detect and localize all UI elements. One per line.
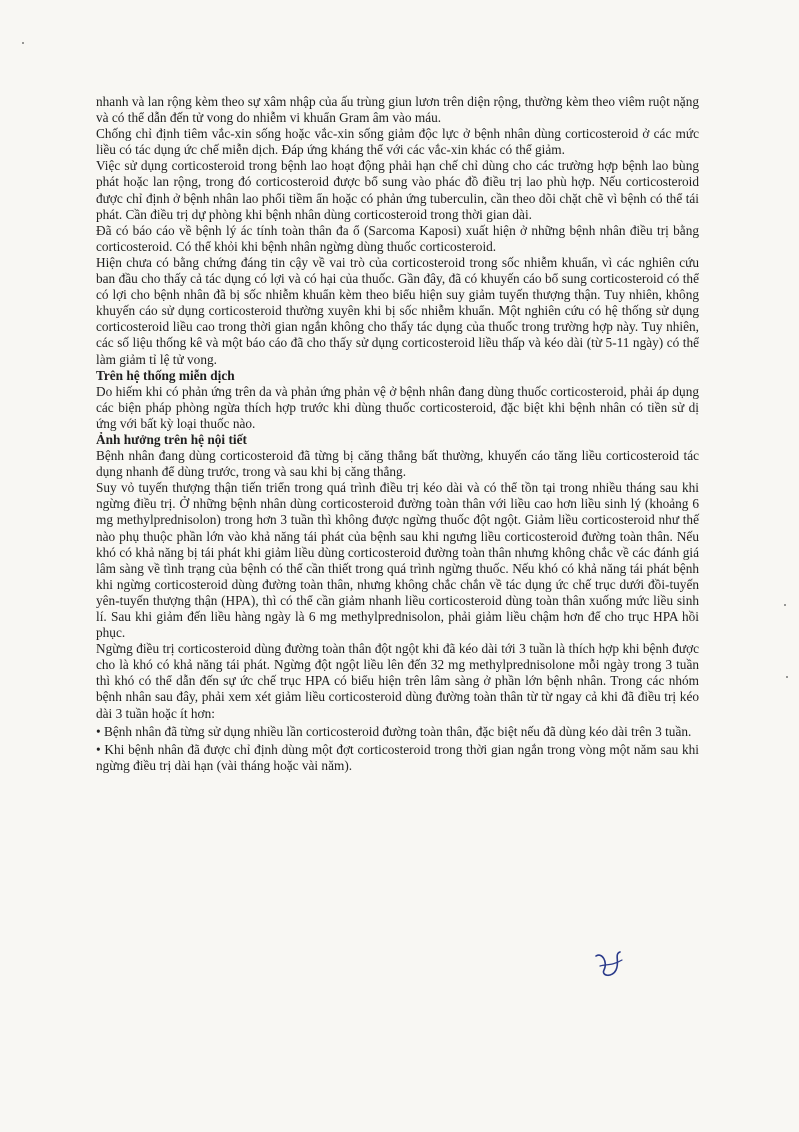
- scan-speck: [784, 604, 786, 606]
- paragraph: Ngừng điều trị corticosteroid dùng đường toàn thân đột ngột khi đã kéo dài tới 3 tuần là thích hợp khi bệnh được cho là khó có khả năng tái phát. Ngừng đột ngột liều lên đến 32 mg methylprednisolone mỗi ngày trong 3 tuần thì khó có thể dẫn đến sự ức chế trục HPA có biểu hiện trên lâm sàng ở phần lớn bệnh nhân. Trong các nhóm bệnh nhân sau đây, phải xem xét giảm liều corticosteroid dùng đường toàn thân từ từ ngay cả khi đã điều trị kéo dài 3 tuần hoặc ít hơn:: [96, 641, 699, 721]
- paragraph: nhanh và lan rộng kèm theo sự xâm nhập của ấu trùng giun lươn trên diện rộng, thường kèm theo viêm ruột nặng và có thể dẫn đến tử vong do nhiễm vi khuẩn Gram âm vào máu.: [96, 94, 699, 126]
- paragraph: Việc sử dụng corticosteroid trong bệnh lao hoạt động phải hạn chế chỉ dùng cho các trường hợp bệnh lao bùng phát hoặc lan rộng, trong đó corticosteroid được bổ sung vào phác đồ điều trị lao phù hợp. Nếu corticosteroid được chỉ định ở bệnh nhân lao phổi tiềm ẩn hoặc có phản ứng tuberculin, cần theo dõi chặt chẽ vì bệnh có thể tái phát. Cần điều trị dự phòng khi bệnh nhân dùng corticosteroid trong thời gian dài.: [96, 158, 699, 222]
- scan-speck: [22, 42, 24, 44]
- paragraph: Chống chỉ định tiêm vắc-xin sống hoặc vắc-xin sống giảm độc lực ở bệnh nhân dùng corticosteroid ở các mức liều có tác dụng ức chế miễn dịch. Đáp ứng kháng thể với các vắc-xin khác có thể giảm.: [96, 126, 699, 158]
- paragraph: Đã có báo cáo về bệnh lý ác tính toàn thân đa ổ (Sarcoma Kaposi) xuất hiện ở những bệnh nhân điều trị bằng corticosteroid. Có thể khỏi khi bệnh nhân ngừng dùng thuốc corticosteroid.: [96, 222, 699, 254]
- bullet-item: • Bệnh nhân đã từng sử dụng nhiều lần corticosteroid đường toàn thân, đặc biệt nếu đã dùng kéo dài trên 3 tuần.: [96, 723, 692, 739]
- paragraph: Hiện chưa có bằng chứng đáng tin cậy về vai trò của corticosteroid trong sốc nhiễm khuẩn, vì các nghiên cứu ban đầu cho thấy cả tác dụng có lợi và có hại của thuốc. Gần đây, đã có khuyến cáo bổ sung corticosteroid có thể có lợi cho bệnh nhân đã bị sốc nhiễm khuẩn kèm theo biểu hiện suy giảm tuyến thượng thận. Tuy nhiên, không khuyến cáo sử dụng corticosteroid thường xuyên khi bị sốc nhiễm khuẩn. Một nghiên cứu có hệ thống sử dụng corticosteroid liều cao trong thời gian ngắn không cho thấy tác dụng của thuốc trong trường hợp này. Tuy nhiên, các số liệu thống kê và một báo cáo đã cho thấy sử dụng corticosteroid liều thấp và kéo dài (từ 5-11 ngày) có thể làm giảm tỉ lệ tử vong.: [96, 254, 699, 367]
- bullet-item: • Khi bệnh nhân đã được chỉ định dùng một đợt corticosteroid trong thời gian ngắn trong vòng một năm sau khi ngừng điều trị dài hạn (vài tháng hoặc vài năm).: [96, 741, 699, 773]
- paragraph: Do hiếm khi có phản ứng trên da và phản ứng phản vệ ở bệnh nhân đang dùng thuốc corticosteroid, phải áp dụng các biện pháp phòng ngừa thích hợp trước khi dùng thuốc corticosteroid, đặc biệt khi bệnh nhân có tiền sử dị ứng với bất kỳ loại thuốc nào.: [96, 383, 699, 431]
- section-heading-endocrine: Ảnh hưởng trên hệ nội tiết: [96, 431, 247, 447]
- paragraph: Bệnh nhân đang dùng corticosteroid đã từng bị căng thẳng bất thường, khuyến cáo tăng liều corticosteroid tác dụng nhanh để dùng trước, trong và sau khi bị căng thẳng.: [96, 448, 699, 480]
- signature-mark: [592, 948, 626, 982]
- document-body: [96, 94, 699, 774]
- section-heading-immune: Trên hệ thống miễn dịch: [96, 367, 235, 383]
- scan-speck: [786, 676, 788, 678]
- paragraph: Suy vỏ tuyến thượng thận tiến triển trong quá trình điều trị kéo dài và có thể tồn tại trong nhiều tháng sau khi ngừng điều trị. Ở những bệnh nhân dùng corticosteroid đường toàn thân với liều cao hơn liều sinh lý (khoảng 6 mg methylprednisolon) trong hơn 3 tuần thì không được ngừng thuốc đột ngột. Giảm liều corticosteroid như thế nào phụ thuộc phần lớn vào khả năng tái phát của bệnh sau khi ngưng liều corticosteroid đường toàn thân. Nếu khó có khả năng bị tái phát khi giảm liều dùng corticosteroid đường toàn thân nhưng không chắc về các đánh giá lâm sàng về tình trạng của bệnh có thể cần thiết trong quá trình ngừng thuốc. Nếu khó có khả năng tái phát bệnh khi ngừng corticosteroid dùng đường toàn thân, nhưng không chắc chắn về tác dụng ức chế trục dưới đồi-tuyến yên-tuyến thượng thận (HPA), thì có thể cần giảm nhanh liều corticosteroid dùng toàn thân xuống mức liều sinh lí. Sau khi giảm đến liều hàng ngày là 6 mg methylprednisolon, phải giảm liều chậm hơn để cho trục HPA hồi phục.: [96, 480, 699, 641]
